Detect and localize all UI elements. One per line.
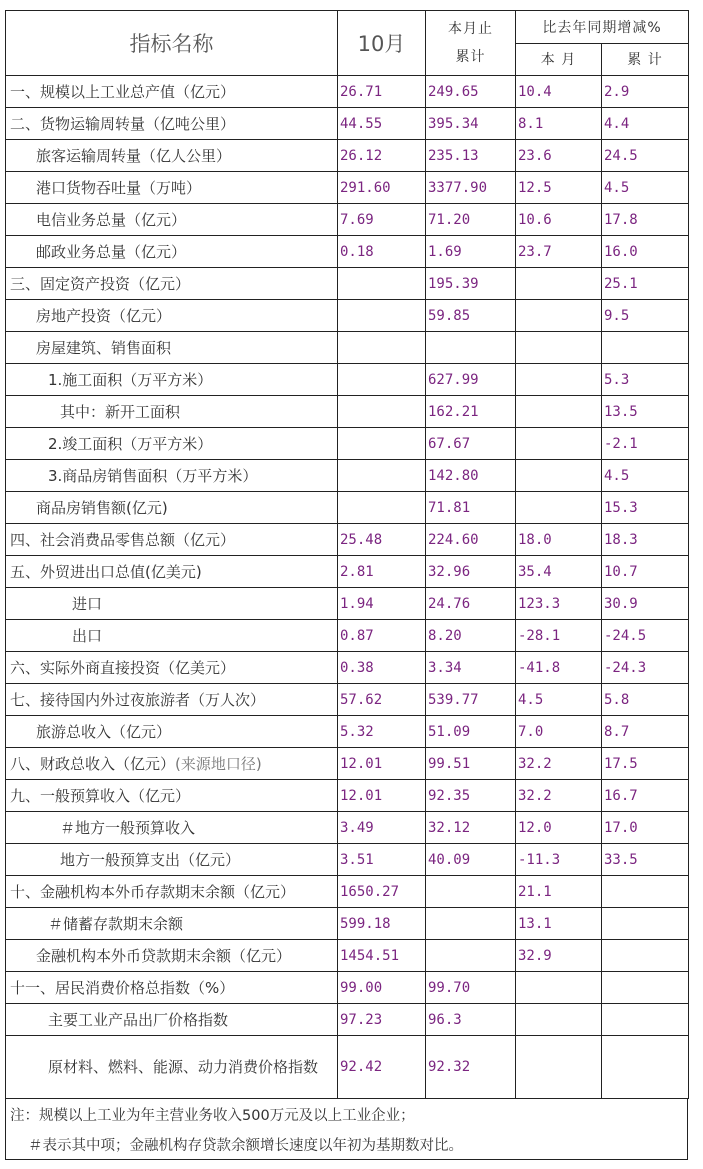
- yoy-cumulative-value: -24.5: [602, 620, 689, 652]
- yoy-month-value: [516, 268, 602, 300]
- month-value: 2.81: [338, 556, 426, 588]
- indicator-label: [6, 620, 338, 652]
- yoy-cumulative-value: 17.8: [602, 204, 689, 236]
- yoy-month-value: [516, 1004, 602, 1036]
- month-value: [338, 364, 426, 396]
- yoy-cumulative-value: 15.3: [602, 492, 689, 524]
- indicator-label: [6, 524, 338, 556]
- yoy-cumulative-value: -2.1: [602, 428, 689, 460]
- indicator-label-text: 六、实际外商直接投资（亿美元）: [10, 659, 236, 677]
- table-body: [6, 76, 689, 1099]
- indicator-label-text: 一、规模以上工业总产值（亿元）: [10, 83, 236, 101]
- yoy-cumulative-value: 4.5: [602, 172, 689, 204]
- indicator-label: [6, 812, 338, 844]
- yoy-cumulative-value: 18.3: [602, 524, 689, 556]
- indicator-label-text: 主要工业产品出厂价格指数: [48, 1011, 229, 1029]
- yoy-cumulative-value: [602, 908, 689, 940]
- indicator-label-text: 进口: [72, 595, 103, 613]
- yoy-month-value: -41.8: [516, 652, 602, 684]
- indicator-label: [6, 588, 338, 620]
- table-row: [6, 364, 689, 396]
- cumulative-value: 235.13: [426, 140, 516, 172]
- month-value: 92.42: [338, 1036, 426, 1099]
- yoy-cumulative-value: 25.1: [602, 268, 689, 300]
- indicator-label-text: 房地产投资（亿元）: [36, 307, 172, 325]
- month-value: 1454.51: [338, 940, 426, 972]
- indicator-label: [6, 972, 338, 1004]
- yoy-month-value: 32.2: [516, 780, 602, 812]
- yoy-month-value: 10.6: [516, 204, 602, 236]
- table-row: [6, 396, 689, 428]
- cumulative-value: 32.12: [426, 812, 516, 844]
- yoy-cumulative-value: 30.9: [602, 588, 689, 620]
- cumulative-value: 99.51: [426, 748, 516, 780]
- cumulative-value: 3.34: [426, 652, 516, 684]
- table-row: [6, 332, 689, 364]
- yoy-month-value: 23.7: [516, 236, 602, 268]
- indicator-label: [6, 268, 338, 300]
- yoy-cumulative-value: 16.0: [602, 236, 689, 268]
- indicator-label-text: 二、货物运输周转量（亿吨公里）: [10, 115, 236, 133]
- cumulative-value: 40.09: [426, 844, 516, 876]
- month-value: [338, 300, 426, 332]
- yoy-cumulative-value: [602, 1036, 689, 1099]
- indicator-label: [6, 876, 338, 908]
- cumulative-value: 67.67: [426, 428, 516, 460]
- indicator-label-text: 四、社会消费品零售总额（亿元）: [10, 531, 236, 549]
- cumulative-value: 195.39: [426, 268, 516, 300]
- indicator-label-text: 房屋建筑、销售面积: [36, 339, 172, 357]
- cumulative-value: 249.65: [426, 76, 516, 108]
- yoy-cumulative-value: [602, 876, 689, 908]
- cumulative-value: 395.34: [426, 108, 516, 140]
- indicator-label-text: 九、一般预算收入（亿元）: [10, 787, 191, 805]
- month-value: [338, 268, 426, 300]
- yoy-month-value: [516, 1036, 602, 1099]
- month-header: 10月: [338, 11, 426, 76]
- cumulative-header-line2: 累计: [455, 49, 486, 65]
- month-value: [338, 492, 426, 524]
- yoy-month-value: 13.1: [516, 908, 602, 940]
- yoy-cumulative-value: 10.7: [602, 556, 689, 588]
- table-row: [6, 780, 689, 812]
- indicator-label: [6, 204, 338, 236]
- indicator-label: [6, 332, 338, 364]
- indicator-label-text: 港口货物吞吐量（万吨）: [36, 179, 202, 197]
- month-value: 12.01: [338, 748, 426, 780]
- table-row: [6, 588, 689, 620]
- yoy-cumulative-value: 17.0: [602, 812, 689, 844]
- cumulative-value: [426, 332, 516, 364]
- yoy-month-value: [516, 460, 602, 492]
- cumulative-header: [426, 11, 516, 76]
- footnote-box: [5, 1098, 688, 1160]
- table-row: [6, 716, 689, 748]
- cumulative-header-line1: 本月止: [448, 21, 493, 37]
- statistics-table: [5, 10, 689, 1099]
- cumulative-value: [426, 940, 516, 972]
- cumulative-value: 1.69: [426, 236, 516, 268]
- yoy-month-value: [516, 492, 602, 524]
- yoy-cumulative-value: [602, 332, 689, 364]
- yoy-month-value: 35.4: [516, 556, 602, 588]
- indicator-label: [6, 300, 338, 332]
- table-row: [6, 524, 689, 556]
- yoy-cumulative-value: 4.5: [602, 460, 689, 492]
- table-row: [6, 300, 689, 332]
- indicator-label: [6, 364, 338, 396]
- cumulative-value: 96.3: [426, 1004, 516, 1036]
- indicator-label: [6, 140, 338, 172]
- month-value: 12.01: [338, 780, 426, 812]
- cumulative-value: 3377.90: [426, 172, 516, 204]
- table-row: [6, 652, 689, 684]
- table-row: [6, 172, 689, 204]
- table-row: [6, 876, 689, 908]
- month-value: 99.00: [338, 972, 426, 1004]
- yoy-cumulative-value: 24.5: [602, 140, 689, 172]
- month-value: 1.94: [338, 588, 426, 620]
- indicator-label-text: 邮政业务总量（亿元）: [36, 243, 187, 261]
- yoy-cumulative-value: 16.7: [602, 780, 689, 812]
- cumulative-value: 99.70: [426, 972, 516, 1004]
- cumulative-value: 51.09: [426, 716, 516, 748]
- indicator-label-text: 原材料、燃料、能源、动力消费价格指数: [48, 1058, 319, 1076]
- month-value: 0.38: [338, 652, 426, 684]
- month-value: 1650.27: [338, 876, 426, 908]
- indicator-label-text: ＃地方一般预算收入: [60, 819, 196, 837]
- indicator-label: [6, 780, 338, 812]
- indicator-label-text: 1.施工面积（万平方米）: [48, 371, 213, 389]
- yoy-cumulative-header: 累 计: [602, 43, 689, 76]
- yoy-month-value: [516, 972, 602, 1004]
- table-row: [6, 1004, 689, 1036]
- table-row: [6, 940, 689, 972]
- table-row: [6, 684, 689, 716]
- yoy-month-value: -28.1: [516, 620, 602, 652]
- month-value: 291.60: [338, 172, 426, 204]
- indicator-label-text: 十一、居民消费价格总指数（%）: [10, 979, 235, 997]
- month-value: 3.49: [338, 812, 426, 844]
- cumulative-value: 224.60: [426, 524, 516, 556]
- month-value: [338, 396, 426, 428]
- yoy-month-value: 8.1: [516, 108, 602, 140]
- indicator-label: [6, 844, 338, 876]
- indicator-label-text: 三、固定资产投资（亿元）: [10, 275, 191, 293]
- indicator-label-suffix: (来源地口径): [175, 755, 262, 773]
- yoy-cumulative-value: 17.5: [602, 748, 689, 780]
- indicator-label: [6, 908, 338, 940]
- indicator-label-text: 旅游总收入（亿元）: [36, 723, 172, 741]
- cumulative-value: [426, 908, 516, 940]
- yoy-month-value: 21.1: [516, 876, 602, 908]
- table-row: [6, 460, 689, 492]
- indicator-label-text: 出口: [72, 627, 103, 645]
- month-value: 0.87: [338, 620, 426, 652]
- month-value: 26.12: [338, 140, 426, 172]
- indicator-label: [6, 108, 338, 140]
- yoy-month-value: 32.2: [516, 748, 602, 780]
- indicator-label: [6, 716, 338, 748]
- indicator-label-text: 3.商品房销售面积（万平方米）: [48, 467, 258, 485]
- yoy-cumulative-value: -24.3: [602, 652, 689, 684]
- indicator-label: [6, 1036, 338, 1099]
- indicator-label: [6, 748, 338, 780]
- cumulative-value: 92.35: [426, 780, 516, 812]
- month-value: 97.23: [338, 1004, 426, 1036]
- cumulative-value: 627.99: [426, 364, 516, 396]
- indicator-label-text: 旅客运输周转量（亿人公里）: [36, 147, 232, 165]
- table-row: [6, 140, 689, 172]
- indicator-label-text: 电信业务总量（亿元）: [36, 211, 187, 229]
- table-row: [6, 556, 689, 588]
- cumulative-value: 24.76: [426, 588, 516, 620]
- table-row: [6, 1036, 689, 1099]
- yoy-change-header: 比去年同期增减%: [516, 11, 689, 44]
- yoy-month-value: 23.6: [516, 140, 602, 172]
- indicator-label: [6, 172, 338, 204]
- table-row: [6, 620, 689, 652]
- indicator-label: [6, 684, 338, 716]
- cumulative-value: 92.32: [426, 1036, 516, 1099]
- indicator-label-text: 金融机构本外币贷款期末余额（亿元）: [36, 947, 292, 965]
- yoy-month-value: [516, 332, 602, 364]
- yoy-month-value: 4.5: [516, 684, 602, 716]
- month-value: 57.62: [338, 684, 426, 716]
- yoy-cumulative-value: [602, 1004, 689, 1036]
- indicator-label: [6, 1004, 338, 1036]
- table-row: [6, 76, 689, 108]
- yoy-cumulative-value: 2.9: [602, 76, 689, 108]
- indicator-label-text: 五、外贸进出口总值(亿美元): [10, 563, 202, 581]
- month-value: 26.71: [338, 76, 426, 108]
- cumulative-value: 142.80: [426, 460, 516, 492]
- indicator-label: [6, 940, 338, 972]
- yoy-month-value: 123.3: [516, 588, 602, 620]
- month-value: [338, 460, 426, 492]
- indicator-label: [6, 492, 338, 524]
- yoy-month-value: [516, 396, 602, 428]
- month-value: 25.48: [338, 524, 426, 556]
- table-row: [6, 812, 689, 844]
- table-row: [6, 844, 689, 876]
- yoy-cumulative-value: 13.5: [602, 396, 689, 428]
- cumulative-value: 71.20: [426, 204, 516, 236]
- yoy-cumulative-value: 5.3: [602, 364, 689, 396]
- yoy-month-header: 本 月: [516, 43, 602, 76]
- cumulative-value: 8.20: [426, 620, 516, 652]
- table-row: [6, 428, 689, 460]
- yoy-month-value: 12.0: [516, 812, 602, 844]
- indicator-label: [6, 652, 338, 684]
- cumulative-value: 71.81: [426, 492, 516, 524]
- table-row: [6, 236, 689, 268]
- yoy-month-value: 32.9: [516, 940, 602, 972]
- indicator-label: [6, 396, 338, 428]
- table-row: [6, 908, 689, 940]
- yoy-cumulative-value: 8.7: [602, 716, 689, 748]
- month-value: 5.32: [338, 716, 426, 748]
- yoy-month-value: [516, 300, 602, 332]
- cumulative-value: 59.85: [426, 300, 516, 332]
- cumulative-value: 162.21: [426, 396, 516, 428]
- indicator-label-text: 地方一般预算支出（亿元）: [60, 851, 241, 869]
- month-value: [338, 332, 426, 364]
- yoy-cumulative-value: [602, 940, 689, 972]
- cumulative-value: 539.77: [426, 684, 516, 716]
- indicator-label-text: 十、金融机构本外币存款期末余额（亿元）: [10, 883, 296, 901]
- month-value: 0.18: [338, 236, 426, 268]
- indicator-label-text: 商品房销售额(亿元): [36, 499, 168, 517]
- indicator-name-header: 指标名称: [6, 11, 338, 76]
- yoy-cumulative-value: 33.5: [602, 844, 689, 876]
- indicator-label-text: 八、财政总收入（亿元）: [10, 755, 176, 773]
- yoy-month-value: [516, 364, 602, 396]
- yoy-cumulative-value: 4.4: [602, 108, 689, 140]
- cumulative-value: 32.96: [426, 556, 516, 588]
- yoy-month-value: [516, 428, 602, 460]
- yoy-cumulative-value: [602, 972, 689, 1004]
- yoy-month-value: 7.0: [516, 716, 602, 748]
- indicator-label: [6, 236, 338, 268]
- yoy-month-value: 10.4: [516, 76, 602, 108]
- month-value: 44.55: [338, 108, 426, 140]
- yoy-month-value: -11.3: [516, 844, 602, 876]
- table-row: [6, 108, 689, 140]
- table-row: [6, 204, 689, 236]
- yoy-cumulative-value: 5.8: [602, 684, 689, 716]
- month-value: [338, 428, 426, 460]
- month-value: 7.69: [338, 204, 426, 236]
- indicator-label: [6, 428, 338, 460]
- indicator-label-text: 七、接待国内外过夜旅游者（万人次）: [10, 691, 266, 709]
- table-row: [6, 748, 689, 780]
- indicator-label-text: 其中：新开工面积: [60, 403, 181, 421]
- yoy-cumulative-value: 9.5: [602, 300, 689, 332]
- footnote-line-2: ＃表示其中项；金融机构存贷款余额增长速度以年初为基期数对比。: [28, 1138, 463, 1154]
- yoy-month-value: 18.0: [516, 524, 602, 556]
- indicator-label-text: 2.竣工面积（万平方米）: [48, 435, 213, 453]
- month-value: 599.18: [338, 908, 426, 940]
- footnote-line-1: 注：规模以上工业为年主营业务收入500万元及以上工业企业；: [10, 1108, 415, 1124]
- indicator-label-text: ＃储蓄存款期末余额: [48, 915, 184, 933]
- month-value: 3.51: [338, 844, 426, 876]
- indicator-label: [6, 556, 338, 588]
- indicator-label: [6, 460, 338, 492]
- indicator-label: [6, 76, 338, 108]
- yoy-month-value: 12.5: [516, 172, 602, 204]
- table-row: [6, 268, 689, 300]
- table-row: [6, 492, 689, 524]
- table-row: [6, 972, 689, 1004]
- cumulative-value: [426, 876, 516, 908]
